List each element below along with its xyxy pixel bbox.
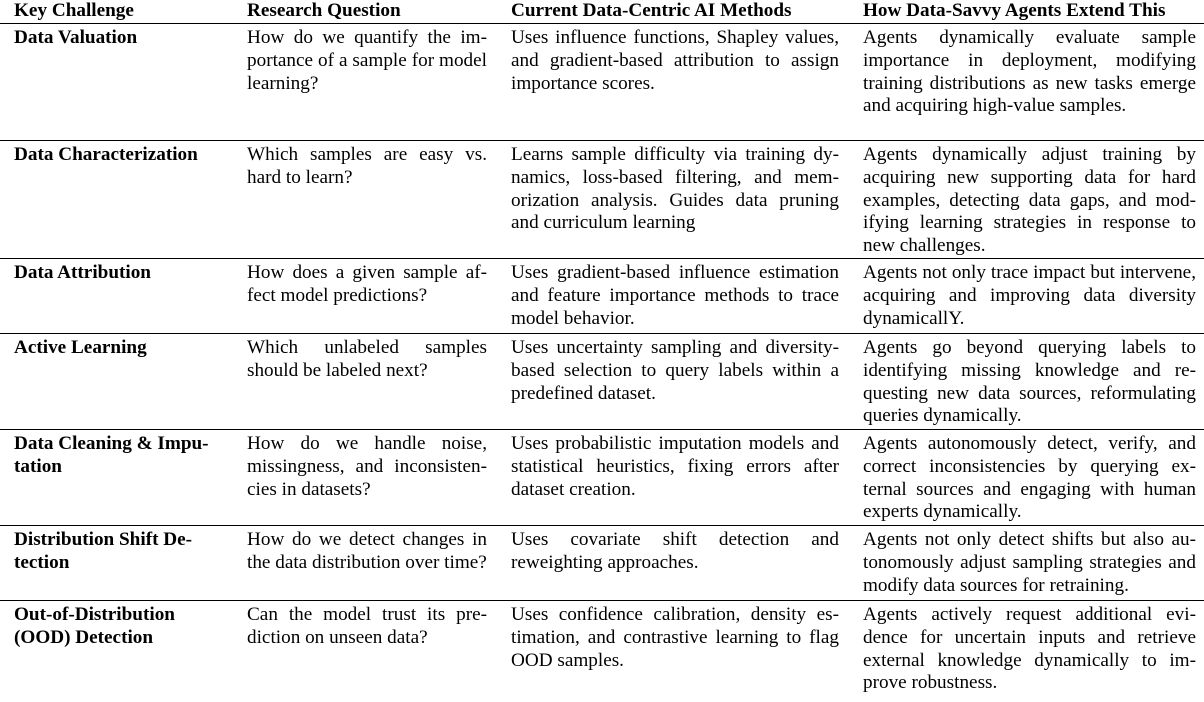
cell-methods: Uses uncertainty sampling and diversity-based selection to query labels within a predefined dataset. [497,334,849,430]
cell-question: How does a given sample affect model predictions? [234,259,497,334]
header-research-question: Research Question [234,0,497,24]
table-row [0,259,1204,334]
cell-agents: Agents not only trace impact but intervene, acquiring and improving data diversity dynamicallY. [849,259,1204,334]
cell-methods: Uses gradient-based influence estimation and feature importance methods to trace model behavior. [497,259,849,334]
table-header [0,0,1204,24]
cell-question: How do we handle noise, missingness, and inconsistencies in datasets? [234,430,497,526]
cell-challenge: Data Characterization [0,141,234,259]
cell-challenge: Data Valuation [0,24,234,141]
cell-challenge: Active Learning [0,334,234,430]
cell-question: Which samples are easy vs. hard to learn? [234,141,497,259]
cell-question: Which unlabeled samples should be labeled next? [234,334,497,430]
cell-challenge: Data Cleaning & Imputation [0,430,234,526]
table-row [0,601,1204,696]
cell-methods: Uses covariate shift detection and reweighting approaches. [497,526,849,601]
cell-question: How do we detect changes in the data distribution over time? [234,526,497,601]
cell-methods: Uses confidence calibration, density estimation, and contrastive learning to flag OOD samples. [511,604,839,671]
header-agents-extend: How Data-Savvy Agents Extend This [849,0,1204,24]
cell-methods: Uses probabilistic imputation models and statistical heuristics, fixing errors after dataset creation. [497,430,849,526]
table-row [0,430,1204,526]
cell-agents: Agents not only detect shifts but also autonomously adjust sampling strategies and modify data sources for retraining. [849,526,1204,601]
cell-agents: Agents go beyond querying labels to identifying missing knowledge and requesting new data sources, reformulating queries dynamically. [849,334,1204,430]
cell-methods: Uses influence functions, Shapley values, and gradient-based attribution to assign importance scores. [497,24,849,141]
header-key-challenge: Key Challenge [0,0,234,24]
table-body [0,24,1204,696]
table-row [0,334,1204,430]
table-row [0,141,1204,259]
cell-challenge: Distribution Shift Detection [0,526,234,601]
cell-challenge: Data Attribution [0,259,234,334]
table-row [0,24,1204,141]
header-current-methods: Current Data-Centric AI Methods [497,0,849,24]
cell-challenge: Out-of-Distribution (OOD) Detection [14,604,175,648]
cell-agents: Agents actively request additional evidence for uncertain inputs and retrieve external knowledge dynamically to improve robustness. [863,604,1196,694]
cell-agents: Agents autonomously detect, verify, and correct inconsistencies by querying external sources and engaging with human experts dynamically. [849,430,1204,526]
table-row [0,526,1204,601]
cell-methods: Learns sample difficulty via training dynamics, loss-based filtering, and memorization analysis. Guides data pruning and curriculum learning [497,141,849,259]
cell-question: How do we quantify the importance of a sample for model learning? [234,24,497,141]
cell-agents: Agents dynamically adjust training by acquiring new supporting data for hard examples, detecting data gaps, and modifying learning strategies in response to new challenges. [849,141,1204,259]
header-row [0,0,1204,24]
cell-question: Can the model trust its prediction on unseen data? [247,604,487,648]
cell-agents: Agents dynamically evaluate sample importance in deployment, modifying training distributions as new tasks emerge and acquiring high-value samples. [849,24,1204,141]
